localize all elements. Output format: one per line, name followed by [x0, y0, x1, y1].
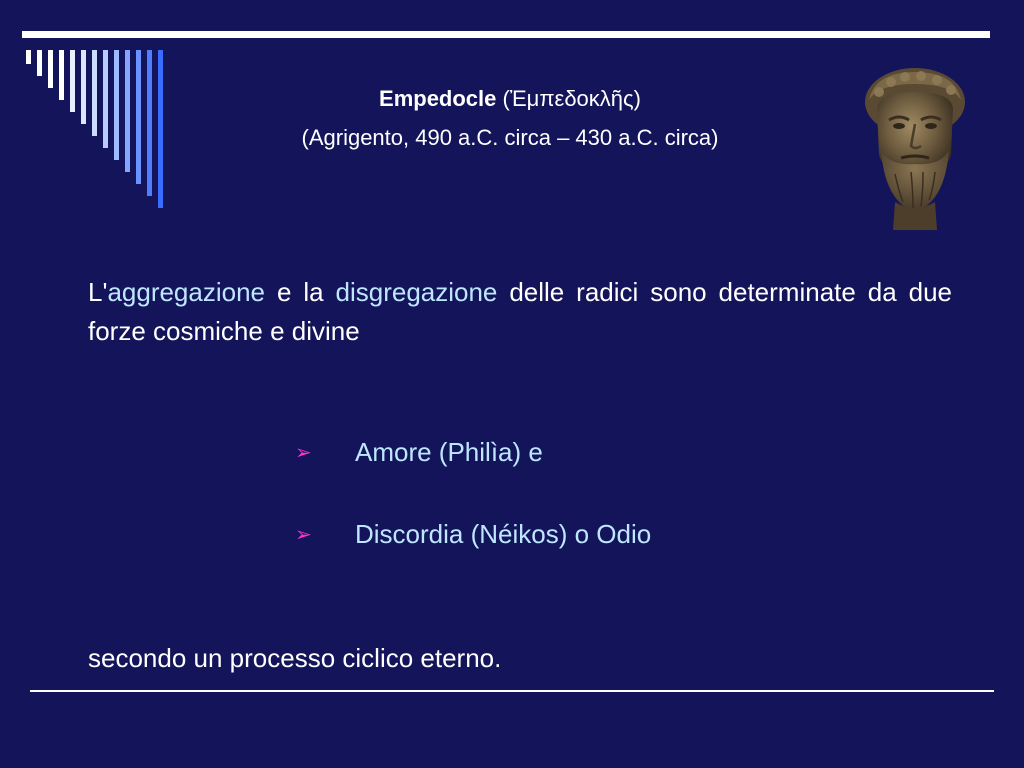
- stripe: [26, 50, 31, 64]
- slide-subtitle: (Agrigento, 490 a.C. circa – 430 a.C. circa): [301, 125, 719, 150]
- stripe: [92, 50, 97, 136]
- stripe: [37, 50, 42, 76]
- paragraph-mid: e la: [265, 277, 336, 307]
- stripe: [136, 50, 141, 184]
- empedocles-bust-image: [855, 62, 975, 232]
- bullet-text: Discordia (Néikos) o Odio: [355, 519, 652, 549]
- stripe: [125, 50, 130, 172]
- bullet-text: Amore (Philìa) e: [355, 437, 543, 467]
- term-disgregazione: disgregazione: [335, 277, 498, 307]
- arrow-bullet-icon: ➢: [295, 442, 312, 464]
- slide-title: [230, 86, 790, 112]
- bullet-discordia: [295, 519, 651, 550]
- paragraph-prefix: L': [88, 277, 108, 307]
- stripe: [158, 50, 163, 208]
- arrow-bullet-icon: ➢: [295, 524, 312, 546]
- stripe: [103, 50, 108, 148]
- bullet-amore: [295, 437, 543, 468]
- main-paragraph: [88, 273, 952, 351]
- stripe: [48, 50, 53, 88]
- stripe: [59, 50, 64, 100]
- stripe: [81, 50, 86, 124]
- bottom-rule: [30, 690, 994, 692]
- stripe: [114, 50, 119, 160]
- title-greek: (Ἐμπεδοκλῆς): [496, 86, 641, 111]
- closing-sentence: secondo un processo ciclico eterno.: [88, 643, 502, 673]
- stripe: [147, 50, 152, 196]
- paragraph-rest: delle radici sono determinate da due forze cosmiche e divine: [88, 277, 952, 346]
- top-rule: [22, 31, 990, 38]
- term-aggregazione: aggregazione: [107, 277, 266, 307]
- title-name: Empedocle: [379, 86, 497, 111]
- stripe: [70, 50, 75, 112]
